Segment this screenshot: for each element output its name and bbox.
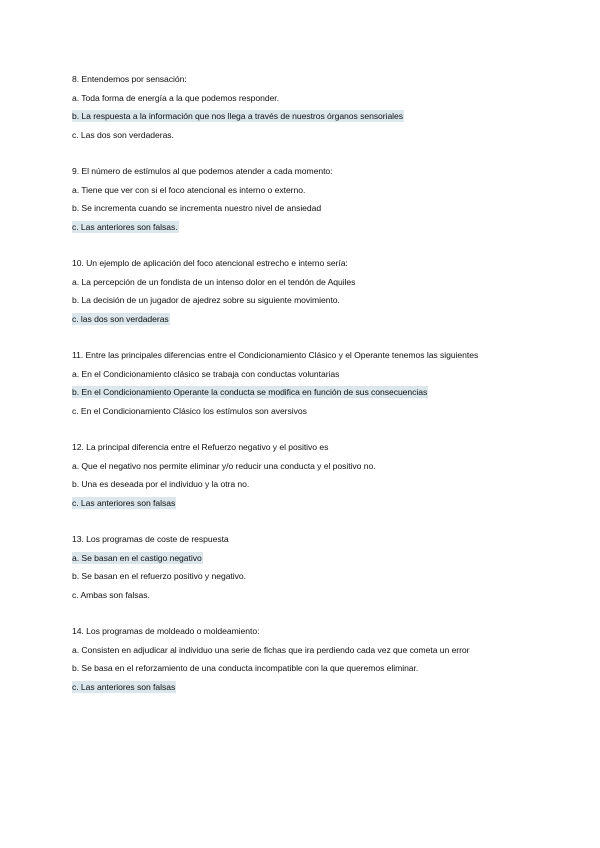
answer-option-c: c. En el Condicionamiento Clásico los estímulos son aversivos	[72, 405, 307, 416]
question-10	[72, 254, 542, 328]
question-title: 12. La principal diferencia entre el Refuerzo negativo y el positivo es	[72, 442, 329, 452]
question-8	[72, 70, 542, 144]
answer-option-c-highlighted: c. Las anteriores son falsas	[72, 497, 176, 508]
answer-option-a: a. Consisten en adjudicar al individuo una serie de fichas que ira perdiendo cada vez que cometa un error	[72, 644, 470, 655]
answer-option-b-highlighted: b. La respuesta a la información que nos llega a través de nuestros órganos sensoriales	[72, 111, 404, 121]
answer-option-a: a. En el Condicionamiento clásico se trabaja con conductas voluntarias	[72, 368, 340, 379]
question-9	[72, 162, 542, 236]
answer-option-b: b. Se basa en el reforzamiento de una conducta incompatible con la que queremos eliminar.	[72, 663, 419, 673]
answer-option-a-highlighted: a. Se basan en el castigo negativo	[72, 552, 202, 563]
question-11	[72, 346, 542, 420]
question-title: 9. El número de estímulos al que podemos atender a cada momento:	[72, 166, 333, 176]
answer-option-b: b. Una es deseada por el individuo y la otra no.	[72, 479, 250, 489]
answer-option-b: b. La decisión de un jugador de ajedrez sobre su siguiente movimiento.	[72, 295, 340, 305]
question-title: 8. Entendemos por sensación:	[72, 74, 187, 84]
question-title: 10. Un ejemplo de aplicación del foco atencional estrecho e interno sería:	[72, 258, 348, 268]
question-title: 11. Entre las principales diferencias entre el Condicionamiento Clásico y el Operante tenemos las siguientes	[72, 350, 479, 360]
question-12	[72, 438, 542, 512]
answer-option-a: a. La percepción de un fondista de un intenso dolor en el tendón de Aquiles	[72, 276, 356, 287]
question-13	[72, 530, 542, 604]
answer-option-b-highlighted: b. En el Condicionamiento Operante la conducta se modifica en función de sus consecuencias	[72, 387, 428, 397]
question-title: 14. Los programas de moldeado o moldeamiento:	[72, 626, 260, 636]
answer-option-c-highlighted: c. las dos son verdaderas	[72, 313, 169, 324]
answer-option-a: a. Tiene que ver con si el foco atencional es interno o externo.	[72, 184, 306, 195]
answer-option-c-highlighted: c. Las anteriores son falsas.	[72, 221, 178, 232]
answer-option-b: b. Se basan en el refuerzo positivo y negativo.	[72, 571, 246, 581]
answer-option-a: a. Toda forma de energía a la que podemos responder.	[72, 92, 279, 103]
answer-option-c: c. Las dos son verdaderas.	[72, 129, 174, 140]
answer-option-c-highlighted: c. Las anteriores son falsas	[72, 681, 176, 692]
answer-option-c: c. Ambas son falsas.	[72, 589, 150, 600]
question-14	[72, 622, 542, 696]
answer-option-a: a. Que el negativo nos permite eliminar y/o reducir una conducta y el positivo no.	[72, 460, 376, 471]
answer-option-b: b. Se incrementa cuando se incrementa nuestro nivel de ansiedad	[72, 203, 322, 213]
question-title: 13. Los programas de coste de respuesta	[72, 534, 229, 544]
